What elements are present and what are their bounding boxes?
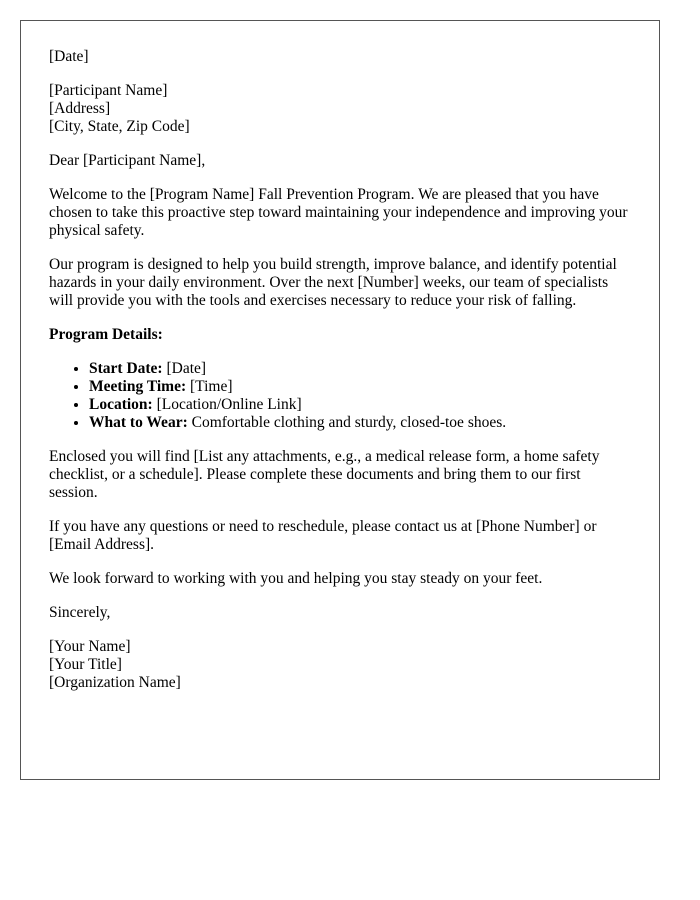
enclosures-paragraph: Enclosed you will find [List any attachments, e.g., a medical release form, a home safety checklist, or a schedule]. Please complete these documents and bring them to our first session.	[49, 448, 600, 501]
recipient-city-state-zip: [City, State, Zip Code]	[49, 118, 190, 135]
detail-label: Start Date:	[89, 360, 163, 377]
signature-name: [Your Name]	[49, 638, 131, 655]
signature-organization: [Organization Name]	[49, 674, 181, 691]
recipient-name: [Participant Name]	[49, 82, 168, 99]
letter-page	[20, 20, 660, 780]
welcome-paragraph: Welcome to the [Program Name] Fall Prevention Program. We are pleased that you have chosen to take this proactive step toward maintaining your independence and improving your physical safety.	[49, 186, 628, 239]
salutation: Dear [Participant Name],	[49, 152, 206, 169]
signature-block	[49, 638, 631, 692]
detail-item-meeting-time	[89, 378, 631, 396]
detail-item-what-to-wear	[89, 414, 631, 432]
contact-paragraph: If you have any questions or need to reschedule, please contact us at [Phone Number] or [Email Address].	[49, 518, 597, 553]
closing-remark-paragraph: We look forward to working with you and helping you stay steady on your feet.	[49, 570, 543, 587]
detail-value: [Location/Online Link]	[152, 396, 302, 413]
signature-title: [Your Title]	[49, 656, 122, 673]
detail-label: Meeting Time:	[89, 378, 187, 395]
detail-label: What to Wear:	[89, 414, 188, 431]
detail-item-start-date	[89, 360, 631, 378]
recipient-block	[49, 82, 631, 136]
detail-value: Comfortable clothing and sturdy, closed-toe shoes.	[187, 414, 507, 431]
detail-item-location	[89, 396, 631, 414]
detail-value: [Time]	[186, 378, 233, 395]
program-description-paragraph: Our program is designed to help you build strength, improve balance, and identify potential hazards in your daily environment. Over the next [Number] weeks, our team of specialists will provide you with the tools and exercises necessary to reduce your risk of falling.	[49, 256, 617, 309]
detail-label: Location:	[89, 396, 153, 413]
detail-value: [Date]	[162, 360, 207, 377]
closing: Sincerely,	[49, 604, 111, 621]
letter-date: [Date]	[49, 48, 89, 65]
program-details-heading: Program Details:	[49, 326, 163, 343]
recipient-address: [Address]	[49, 100, 111, 117]
program-details-list	[49, 360, 631, 432]
